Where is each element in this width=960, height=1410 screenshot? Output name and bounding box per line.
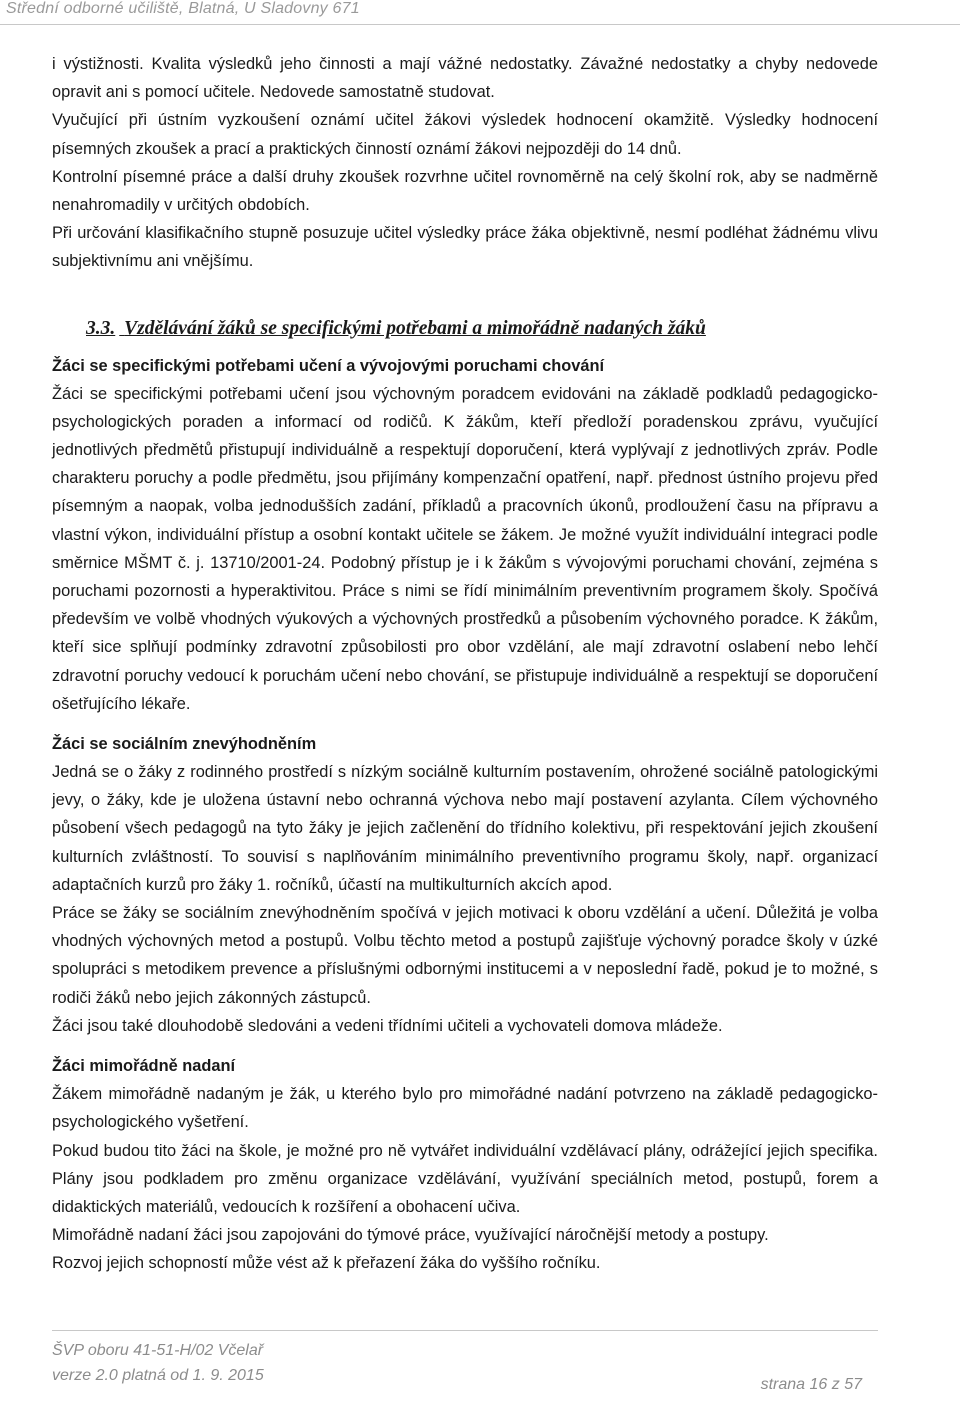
paragraph: Mimořádně nadaní žáci jsou zapojováni do týmové práce, využívající náročnější metody a postupy. (52, 1226, 769, 1245)
paragraph: i výstižnosti. Kvalita výsledků jeho činnosti a mají vážné nedostatky. Závažné nedostatky a chyby nedovede opravit ani s pomocí učitele. Nedovede samostatně studovat. (52, 55, 878, 102)
footer-program: ŠVP oboru 41-51-H/02 Včelař (52, 1342, 264, 1359)
subheading: Žáci mimořádně nadaní (52, 1057, 236, 1076)
subheading: Žáci se sociálním znevýhodněním (52, 735, 317, 754)
footer-divider (52, 1330, 878, 1331)
paragraph: Pokud budou tito žáci na škole, je možné pro ně vytvářet individuální vzdělávací plány, odrážející jejich specifika. Plány jsou podkladem pro změnu organizace vzdělávání, využívání speciálních metod, postupů, forem a didaktických materiálů, vedoucích k rozšíření a obohacení učiva. (52, 1141, 878, 1216)
page-footer (0, 1330, 960, 1410)
footer-version: verze 2.0 platná od 1. 9. 2015 (52, 1367, 264, 1384)
paragraph: Žákem mimořádně nadaným je žák, u kterého bylo pro mimořádné nadání potvrzeno na základě pedagogicko-psychologického vyšetření. (52, 1085, 878, 1132)
spacer (52, 718, 878, 730)
section-number: 3.3. (86, 317, 116, 339)
page-number: strana 16 z 57 (760, 1376, 862, 1393)
footer-info (52, 1338, 264, 1388)
header-title: Střední odborné učiliště, Blatná, U Sladovny 671 (6, 0, 360, 17)
paragraph: Jedná se o žáky z rodinného prostředí s nízkým sociálně kulturním postavením, ohrožené sociálně patologickými jevy, o žáky, kde je uložena ústavní nebo ochranná výchova nebo mají postavení azylanta. Cílem výchovného působení všech pedagogů na tyto žáky je jejich začlenění do třídního kolektivu, při respektování jejich zkoušení kulturních zvláštností. To souvisí s naplňováním minimálního preventivního programu školy, např. organizací adaptačních kurzů pro žáky 1. ročníků, účastí na multikulturních akcích apod. (52, 763, 878, 894)
subheading: Žáci se specifickými potřebami učení a vývojovými poruchami chování (52, 356, 605, 375)
paragraph: Při určování klasifikačního stupně posuzuje učitel výsledky práce žáka objektivně, nesmí podléhat žádnému vlivu subjektivnímu ani vnějšímu. (52, 224, 878, 271)
header-divider (0, 24, 960, 25)
paragraph: Rozvoj jejich schopností může vést až k přeřazení žáka do vyššího ročníku. (52, 1254, 601, 1273)
paragraph: Kontrolní písemné práce a další druhy zkoušek rozvrhne učitel rovnoměrně na celý školní rok, aby se nadměrně nenahromadily v určitých obdobích. (52, 167, 878, 215)
paragraph: Práce se žáky se sociálním znevýhodněním spočívá v jejich motivaci k oboru vzdělání a učení. Důležitá je volba vhodných výchovných metod a postupů. Volbu těchto metod a postupů zajišťuje výchovný poradce školy v úzké spolupráci s metodikem prevence a příslušnými odbornými institucemi a v neposlední řadě, pokud je to možné, s rodiči žáků nebo jejich zákonných zástupců. (52, 904, 878, 1007)
document-body (52, 50, 878, 1278)
page-header (0, 0, 960, 22)
paragraph: Žáci jsou také dlouhodobě sledováni a vedeni třídními učiteli a vychovateli domova mládeže. (52, 1016, 723, 1035)
section-title: Vzdělávání žáků se specifickými potřebami a mimořádně nadaných žáků (124, 317, 706, 339)
spacer (52, 1040, 878, 1052)
paragraph: Vyučující při ústním vyzkoušení oznámí učitel žákovi výsledek hodnocení okamžitě. Výsledky hodnocení písemných zkoušek a prací a praktických činností oznámí žákovi nejpozději do 14 dnů. (52, 111, 878, 158)
spacer (52, 276, 878, 312)
section-heading (52, 312, 878, 346)
paragraph: Žáci se specifickými potřebami učení jsou výchovným poradcem evidováni na základě podkladů pedagogicko-psychologických poraden a informací od rodičů. K žákům, kteří předloží poradenskou zprávu, vyučující jednotlivých předmětů přistupují individuálně a respektují doporučení, která vyplývají z jednotlivých zpráv. Podle charakteru poruchy a podle předmětu, jsou přijímány kompenzační opatření, např. přednost ústního projevu před písemným a naopak, volba jednodušších zadání, příkladů a pracovních úkonů, prodloužení času na přípravu a vlastní výkon, individuální přístup a osobní kontakt učitele se žákem. Je možné využít individuální integraci podle směrnice MŠMT č. j. 13710/2001-24. Podobný přístup je i k žákům s vývojovými poruchami chování, zejména s poruchami pozornosti a hyperaktivitou. Práce s nimi se řídí minimálním preventivním programem školy. Spočívá především ve volbě vhodných výukových a výchovných prostředků a působením výchovného poradce. K žákům, kteří sice splňují podmínky zdravotní způsobilosti pro obor vzdělání, ale mají zdravotní oslabení nebo lehčí zdravotní poruchy vedoucí k poruchám učení nebo chování, se přistupuje individuálně a respektují se doporučení ošetřujícího lékaře. (52, 384, 878, 713)
